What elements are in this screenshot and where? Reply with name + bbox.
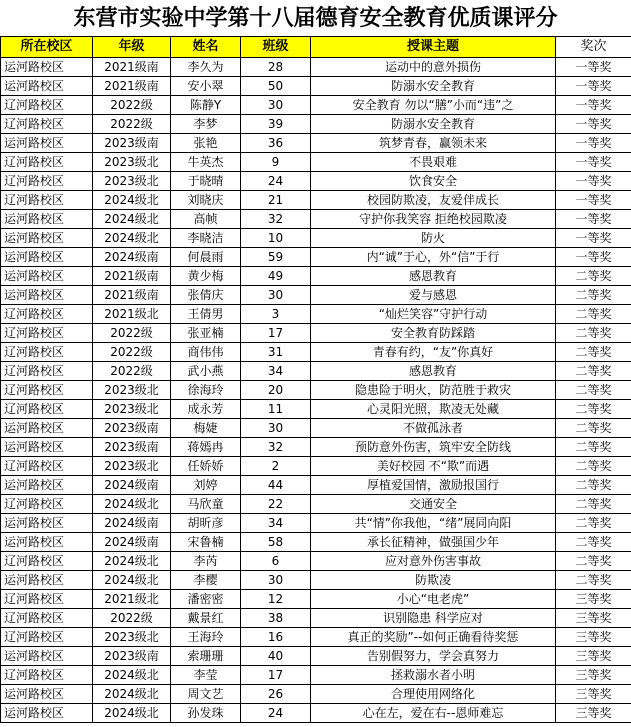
table-row xyxy=(1,647,631,666)
award-cell: 二等奖 xyxy=(556,552,631,571)
award-cell: 一等奖 xyxy=(556,115,631,134)
grade-cell: 2024级北 xyxy=(93,495,171,514)
topic-cell: 爱与感恩 xyxy=(311,286,556,305)
table-row xyxy=(1,77,631,96)
name-cell: 李樱 xyxy=(171,571,241,590)
award-cell: 二等奖 xyxy=(556,400,631,419)
grade-cell: 2024级北 xyxy=(93,552,171,571)
table-row xyxy=(1,324,631,343)
grade-cell: 2024级北 xyxy=(93,704,171,723)
school-cell: 运河路校区 xyxy=(1,685,93,704)
name-cell: 索珊珊 xyxy=(171,647,241,666)
grade-cell: 2023级北 xyxy=(93,381,171,400)
class-cell: 38 xyxy=(241,609,311,628)
name-cell: 孙发珠 xyxy=(171,704,241,723)
table-row xyxy=(1,286,631,305)
topic-cell: 不做孤泳者 xyxy=(311,419,556,438)
name-cell: 胡昕彦 xyxy=(171,514,241,533)
name-cell: 蒋嫣冉 xyxy=(171,438,241,457)
school-cell: 辽河路校区 xyxy=(1,115,93,134)
award-cell: 三等奖 xyxy=(556,590,631,609)
grade-cell: 2021级南 xyxy=(93,286,171,305)
class-cell: 30 xyxy=(241,419,311,438)
table-row xyxy=(1,210,631,229)
name-cell: 陈静Y xyxy=(171,96,241,115)
table-row xyxy=(1,267,631,286)
name-cell: 马欣童 xyxy=(171,495,241,514)
grade-cell: 2021级南 xyxy=(93,267,171,286)
sheet-title: 东营市实验中学第十八届德育安全教育优质课评分 xyxy=(73,5,558,31)
header-award: 奖次 xyxy=(556,37,631,58)
class-cell: 34 xyxy=(241,514,311,533)
school-cell: 辽河路校区 xyxy=(1,153,93,172)
class-cell: 58 xyxy=(241,533,311,552)
name-cell: 李晓洁 xyxy=(171,229,241,248)
award-cell: 二等奖 xyxy=(556,514,631,533)
name-cell: 商伟伟 xyxy=(171,343,241,362)
table-row xyxy=(1,248,631,267)
school-cell: 运河路校区 xyxy=(1,229,93,248)
award-cell: 三等奖 xyxy=(556,666,631,685)
grade-cell: 2024级北 xyxy=(93,229,171,248)
school-cell: 辽河路校区 xyxy=(1,609,93,628)
school-cell: 运河路校区 xyxy=(1,514,93,533)
topic-cell: 美好校园 不“欺”而遇 xyxy=(311,457,556,476)
school-cell: 运河路校区 xyxy=(1,571,93,590)
topic-cell: 安全教育防踩踏 xyxy=(311,324,556,343)
school-cell: 辽河路校区 xyxy=(1,172,93,191)
grade-cell: 2022级 xyxy=(93,96,171,115)
topic-cell: 合理使用网络化 xyxy=(311,685,556,704)
topic-cell: 共“情”你我他，“绪”展同向阳 xyxy=(311,514,556,533)
table-row xyxy=(1,495,631,514)
grade-cell: 2022级 xyxy=(93,324,171,343)
class-cell: 39 xyxy=(241,115,311,134)
name-cell: 高帧 xyxy=(171,210,241,229)
grade-cell: 2024级北 xyxy=(93,210,171,229)
grade-cell: 2023级南 xyxy=(93,134,171,153)
grade-cell: 2024级南 xyxy=(93,248,171,267)
topic-cell: 筑梦青春，赢领未来 xyxy=(311,134,556,153)
name-cell: 张倩庆 xyxy=(171,286,241,305)
school-cell: 辽河路校区 xyxy=(1,400,93,419)
name-cell: 成永芳 xyxy=(171,400,241,419)
award-cell: 二等奖 xyxy=(556,324,631,343)
header-row xyxy=(1,37,631,58)
table-row xyxy=(1,438,631,457)
award-cell: 一等奖 xyxy=(556,248,631,267)
table-row xyxy=(1,457,631,476)
topic-cell: 不畏艰难 xyxy=(311,153,556,172)
name-cell: 刘婷 xyxy=(171,476,241,495)
table-row xyxy=(1,590,631,609)
topic-cell: 饮食安全 xyxy=(311,172,556,191)
grade-cell: 2022级 xyxy=(93,115,171,134)
grade-cell: 2024级北 xyxy=(93,571,171,590)
class-cell: 17 xyxy=(241,666,311,685)
topic-cell: 运动中的意外损伤 xyxy=(311,58,556,77)
topic-cell: 真正的奖励”--如何正确看待奖惩 xyxy=(311,628,556,647)
topic-cell: 感恩教育 xyxy=(311,267,556,286)
table-row xyxy=(1,628,631,647)
table-row xyxy=(1,172,631,191)
school-cell: 运河路校区 xyxy=(1,77,93,96)
name-cell: 李久为 xyxy=(171,58,241,77)
school-cell: 辽河路校区 xyxy=(1,381,93,400)
grade-cell: 2021级北 xyxy=(93,305,171,324)
award-cell: 一等奖 xyxy=(556,77,631,96)
table-row xyxy=(1,153,631,172)
topic-cell: 校园防欺凌，友爱伴成长 xyxy=(311,191,556,210)
class-cell: 6 xyxy=(241,552,311,571)
topic-cell: 识别隐患 科学应对 xyxy=(311,609,556,628)
topic-cell: 交通安全 xyxy=(311,495,556,514)
school-cell: 辽河路校区 xyxy=(1,305,93,324)
topic-cell: 防溺水安全教育 xyxy=(311,77,556,96)
award-cell: 二等奖 xyxy=(556,495,631,514)
class-cell: 20 xyxy=(241,381,311,400)
topic-cell: 守护你我笑容 拒绝校园欺凌 xyxy=(311,210,556,229)
class-cell: 36 xyxy=(241,134,311,153)
class-cell: 24 xyxy=(241,704,311,723)
grade-cell: 2024级南 xyxy=(93,514,171,533)
header-name: 姓名 xyxy=(171,37,241,58)
grade-cell: 2022级 xyxy=(93,609,171,628)
school-cell: 运河路校区 xyxy=(1,286,93,305)
grade-cell: 2024级北 xyxy=(93,685,171,704)
name-cell: 徐海玲 xyxy=(171,381,241,400)
class-cell: 49 xyxy=(241,267,311,286)
class-cell: 40 xyxy=(241,647,311,666)
class-cell: 16 xyxy=(241,628,311,647)
class-cell: 44 xyxy=(241,476,311,495)
award-cell: 三等奖 xyxy=(556,685,631,704)
header-grade: 年级 xyxy=(93,37,171,58)
award-cell: 二等奖 xyxy=(556,571,631,590)
table-row xyxy=(1,571,631,590)
school-cell: 运河路校区 xyxy=(1,134,93,153)
school-cell: 辽河路校区 xyxy=(1,495,93,514)
topic-cell: “灿烂笑容”守护行动 xyxy=(311,305,556,324)
school-cell: 辽河路校区 xyxy=(1,590,93,609)
award-cell: 二等奖 xyxy=(556,362,631,381)
school-cell: 运河路校区 xyxy=(1,248,93,267)
table-row xyxy=(1,362,631,381)
grade-cell: 2021级南 xyxy=(93,77,171,96)
class-cell: 22 xyxy=(241,495,311,514)
table-row xyxy=(1,58,631,77)
table-row xyxy=(1,96,631,115)
grade-cell: 2021级北 xyxy=(93,590,171,609)
name-cell: 黄少梅 xyxy=(171,267,241,286)
grade-cell: 2023级北 xyxy=(93,172,171,191)
school-cell: 运河路校区 xyxy=(1,267,93,286)
school-cell: 辽河路校区 xyxy=(1,628,93,647)
table-row xyxy=(1,476,631,495)
class-cell: 9 xyxy=(241,153,311,172)
grade-cell: 2024级北 xyxy=(93,191,171,210)
table-row xyxy=(1,514,631,533)
topic-cell: 心灵阳光照，欺凌无处藏 xyxy=(311,400,556,419)
name-cell: 武小燕 xyxy=(171,362,241,381)
grade-cell: 2023级南 xyxy=(93,438,171,457)
school-cell: 运河路校区 xyxy=(1,704,93,723)
table-row xyxy=(1,229,631,248)
table-row xyxy=(1,666,631,685)
grade-cell: 2023级北 xyxy=(93,153,171,172)
award-cell: 二等奖 xyxy=(556,267,631,286)
award-cell: 三等奖 xyxy=(556,609,631,628)
class-cell: 24 xyxy=(241,172,311,191)
award-cell: 二等奖 xyxy=(556,419,631,438)
table-row xyxy=(1,419,631,438)
table-row xyxy=(1,609,631,628)
award-cell: 一等奖 xyxy=(556,229,631,248)
award-cell: 一等奖 xyxy=(556,191,631,210)
topic-cell: 内“诚”于心，外“信”于行 xyxy=(311,248,556,267)
grade-cell: 2022级 xyxy=(93,343,171,362)
award-cell: 二等奖 xyxy=(556,343,631,362)
award-cell: 二等奖 xyxy=(556,533,631,552)
class-cell: 32 xyxy=(241,210,311,229)
school-cell: 运河路校区 xyxy=(1,647,93,666)
topic-cell: 防欺凌 xyxy=(311,571,556,590)
topic-cell: 小心“电老虎” xyxy=(311,590,556,609)
school-cell: 运河路校区 xyxy=(1,438,93,457)
school-cell: 运河路校区 xyxy=(1,210,93,229)
award-cell: 一等奖 xyxy=(556,134,631,153)
grade-cell: 2023级南 xyxy=(93,419,171,438)
table-row xyxy=(1,115,631,134)
name-cell: 李芮 xyxy=(171,552,241,571)
award-cell: 三等奖 xyxy=(556,704,631,723)
class-cell: 3 xyxy=(241,305,311,324)
topic-cell: 心在左，爱在右--恩师难忘 xyxy=(311,704,556,723)
topic-cell: 承长征精神，做强国少年 xyxy=(311,533,556,552)
name-cell: 李梦 xyxy=(171,115,241,134)
school-cell: 辽河路校区 xyxy=(1,191,93,210)
table-row xyxy=(1,704,631,723)
grade-cell: 2024级南 xyxy=(93,476,171,495)
award-cell: 一等奖 xyxy=(556,58,631,77)
school-cell: 运河路校区 xyxy=(1,419,93,438)
award-cell: 二等奖 xyxy=(556,476,631,495)
topic-cell: 隐患险于明火，防范胜于救灾 xyxy=(311,381,556,400)
name-cell: 戴景红 xyxy=(171,609,241,628)
name-cell: 牛英杰 xyxy=(171,153,241,172)
table-row xyxy=(1,685,631,704)
grade-cell: 2023级北 xyxy=(93,457,171,476)
award-cell: 二等奖 xyxy=(556,381,631,400)
school-cell: 运河路校区 xyxy=(1,58,93,77)
header-topic: 授课主题 xyxy=(311,37,556,58)
school-cell: 辽河路校区 xyxy=(1,362,93,381)
school-cell: 运河路校区 xyxy=(1,476,93,495)
class-cell: 21 xyxy=(241,191,311,210)
table-body xyxy=(1,58,631,723)
topic-cell: 预防意外伤害，筑牢安全防线 xyxy=(311,438,556,457)
class-cell: 59 xyxy=(241,248,311,267)
name-cell: 任娇娇 xyxy=(171,457,241,476)
class-cell: 50 xyxy=(241,77,311,96)
name-cell: 张亚楠 xyxy=(171,324,241,343)
award-cell: 一等奖 xyxy=(556,153,631,172)
grade-cell: 2021级南 xyxy=(93,58,171,77)
award-cell: 一等奖 xyxy=(556,96,631,115)
table-row xyxy=(1,381,631,400)
class-cell: 30 xyxy=(241,571,311,590)
table-row xyxy=(1,400,631,419)
grade-cell: 2023级南 xyxy=(93,647,171,666)
class-cell: 28 xyxy=(241,58,311,77)
topic-cell: 厚植爱国情，激励报国行 xyxy=(311,476,556,495)
grade-cell: 2024级南 xyxy=(93,533,171,552)
name-cell: 周文艺 xyxy=(171,685,241,704)
award-cell: 二等奖 xyxy=(556,457,631,476)
name-cell: 何晨雨 xyxy=(171,248,241,267)
class-cell: 30 xyxy=(241,286,311,305)
table-row xyxy=(1,134,631,153)
class-cell: 10 xyxy=(241,229,311,248)
school-cell: 运河路校区 xyxy=(1,533,93,552)
class-cell: 2 xyxy=(241,457,311,476)
table-row xyxy=(1,305,631,324)
name-cell: 梅婕 xyxy=(171,419,241,438)
topic-cell: 告别假努力，学会真努力 xyxy=(311,647,556,666)
grade-cell: 2022级 xyxy=(93,362,171,381)
award-cell: 三等奖 xyxy=(556,628,631,647)
class-cell: 12 xyxy=(241,590,311,609)
name-cell: 王海玲 xyxy=(171,628,241,647)
name-cell: 张艳 xyxy=(171,134,241,153)
table-row xyxy=(1,552,631,571)
name-cell: 王倩男 xyxy=(171,305,241,324)
grade-cell: 2024级北 xyxy=(93,666,171,685)
topic-cell: 青春有约，“友”你真好 xyxy=(311,343,556,362)
school-cell: 辽河路校区 xyxy=(1,96,93,115)
school-cell: 辽河路校区 xyxy=(1,457,93,476)
class-cell: 26 xyxy=(241,685,311,704)
topic-cell: 防火 xyxy=(311,229,556,248)
class-cell: 17 xyxy=(241,324,311,343)
table-row xyxy=(1,533,631,552)
class-cell: 31 xyxy=(241,343,311,362)
class-cell: 32 xyxy=(241,438,311,457)
award-cell: 一等奖 xyxy=(556,210,631,229)
award-cell: 三等奖 xyxy=(556,647,631,666)
school-cell: 辽河路校区 xyxy=(1,666,93,685)
award-cell: 一等奖 xyxy=(556,172,631,191)
topic-cell: 拯救溺水者小明 xyxy=(311,666,556,685)
class-cell: 11 xyxy=(241,400,311,419)
table-row xyxy=(1,343,631,362)
name-cell: 刘晓庆 xyxy=(171,191,241,210)
school-cell: 辽河路校区 xyxy=(1,324,93,343)
school-cell: 辽河路校区 xyxy=(1,552,93,571)
class-cell: 30 xyxy=(241,96,311,115)
name-cell: 潘密密 xyxy=(171,590,241,609)
school-cell: 辽河路校区 xyxy=(1,343,93,362)
name-cell: 安小翠 xyxy=(171,77,241,96)
class-cell: 34 xyxy=(241,362,311,381)
table-row xyxy=(1,191,631,210)
name-cell: 李莹 xyxy=(171,666,241,685)
topic-cell: 应对意外伤害事故 xyxy=(311,552,556,571)
award-cell: 二等奖 xyxy=(556,286,631,305)
grade-cell: 2023级北 xyxy=(93,628,171,647)
name-cell: 于晓晴 xyxy=(171,172,241,191)
header-school: 所在校区 xyxy=(1,37,93,58)
award-cell: 二等奖 xyxy=(556,305,631,324)
topic-cell: 感恩教育 xyxy=(311,362,556,381)
award-table xyxy=(0,36,631,723)
topic-cell: 防溺水安全教育 xyxy=(311,115,556,134)
award-cell: 二等奖 xyxy=(556,438,631,457)
topic-cell: 安全教育 勿以“膳”小而“违”之 xyxy=(311,96,556,115)
name-cell: 宋鲁楠 xyxy=(171,533,241,552)
grade-cell: 2023级北 xyxy=(93,400,171,419)
header-class: 班级 xyxy=(241,37,311,58)
